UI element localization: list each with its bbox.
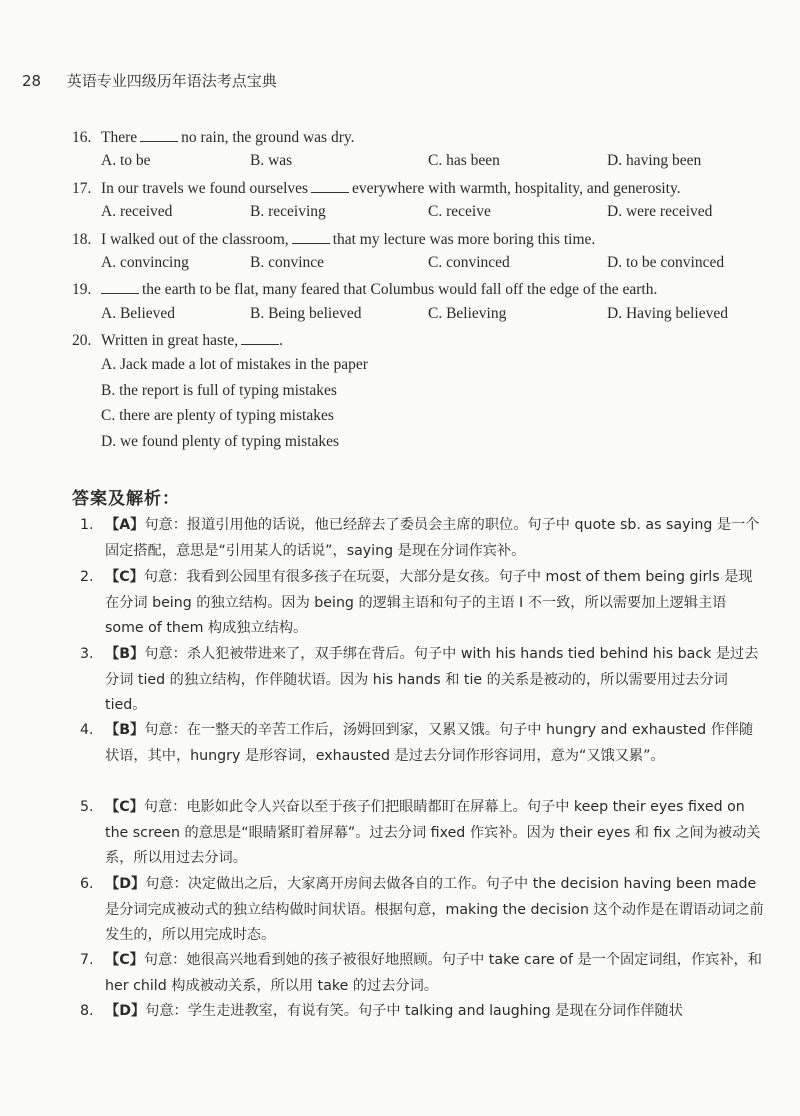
answer-item bbox=[80, 513, 765, 564]
option: D. Having believed bbox=[607, 305, 728, 322]
option: A. convincing bbox=[101, 254, 189, 271]
question bbox=[72, 178, 681, 198]
question-number: 20. bbox=[72, 332, 92, 349]
answer-blank bbox=[311, 178, 349, 193]
answer-item bbox=[80, 872, 765, 949]
answer-item bbox=[80, 642, 765, 719]
answer-blank bbox=[292, 229, 330, 244]
answer-key: 【C】 bbox=[105, 952, 144, 968]
question bbox=[72, 330, 283, 350]
option: A. to be bbox=[101, 152, 151, 169]
page-number: 28 bbox=[22, 72, 42, 90]
question-number: 16. bbox=[72, 129, 92, 146]
option: A. Jack made a lot of mistakes in the paper bbox=[101, 356, 368, 373]
answer-number: 1. bbox=[80, 517, 94, 533]
question-text-pre: There bbox=[101, 129, 138, 146]
answer-blank bbox=[140, 127, 178, 142]
question bbox=[72, 229, 595, 249]
answer-item bbox=[80, 948, 765, 999]
answer-item bbox=[80, 718, 765, 769]
answer-explanation: 句意：杀人犯被带进来了，双手绑在背后。句子中 with his hands tied behind his back 是过去分词 tied 的独立结构，作伴随状语。因为 his hands 和 tie 的关系是被动的，所以需要用过去分词 tied。 bbox=[105, 646, 759, 713]
answer-number: 4. bbox=[80, 722, 94, 738]
option: B. Being believed bbox=[250, 305, 362, 322]
answer-number: 6. bbox=[80, 876, 94, 892]
answer-blank bbox=[101, 279, 139, 294]
answer-blank bbox=[241, 330, 279, 345]
answer-explanation: 句意：在一整天的辛苦工作后，汤姆回到家，又累又饿。句子中 hungry and exhausted 作伴随状语，其中，hungry 是形容词，exhausted 是过去分词作形容词用，意为“又饿又累”。 bbox=[105, 722, 754, 764]
answer-key: 【C】 bbox=[105, 799, 144, 815]
question-number: 19. bbox=[72, 281, 92, 298]
option: C. there are plenty of typing mistakes bbox=[101, 407, 334, 424]
answer-key: 【C】 bbox=[105, 569, 144, 585]
answer-explanation: 句意：报道引用他的话说，他已经辞去了委员会主席的职位。句子中 quote sb. as saying 是一个固定搭配，意思是“引用某人的话说”，saying 是现在分词作宾补。 bbox=[105, 517, 760, 559]
option: D. to be convinced bbox=[607, 254, 725, 271]
answer-number: 2. bbox=[80, 569, 94, 585]
answer-key: 【B】 bbox=[105, 722, 145, 738]
answer-number: 5. bbox=[80, 799, 94, 815]
question-text-post: the earth to be flat, many feared that Columbus would fall off the edge of the earth. bbox=[142, 281, 658, 298]
question-text-post: . bbox=[279, 332, 283, 349]
answer-key: 【D】 bbox=[105, 876, 146, 892]
option: B. receiving bbox=[250, 203, 326, 220]
option: C. convinced bbox=[428, 254, 510, 271]
option: A. received bbox=[101, 203, 173, 220]
option: C. Believing bbox=[428, 305, 507, 322]
question bbox=[72, 279, 657, 299]
answer-explanation: 句意：她很高兴地看到她的孩子被很好地照顾。句子中 take care of 是一个固定词组，作宾补，和 her child 构成被动关系，所以用 take 的过去分词。 bbox=[105, 952, 762, 994]
answer-key: 【B】 bbox=[105, 646, 145, 662]
answer-number: 3. bbox=[80, 646, 94, 662]
question-text-post: that my lecture was more boring this time. bbox=[332, 231, 596, 248]
answer-number: 8. bbox=[80, 1003, 94, 1019]
option: C. receive bbox=[428, 203, 491, 220]
option: B. convince bbox=[250, 254, 325, 271]
answer-explanation: 句意：学生走进教室，有说有笑。句子中 talking and laughing 是现在分词作伴随状 bbox=[145, 1003, 683, 1019]
option: A. Believed bbox=[101, 305, 176, 322]
answer-item bbox=[80, 565, 765, 642]
answer-number: 7. bbox=[80, 952, 94, 968]
answer-item bbox=[80, 795, 765, 872]
question-number: 17. bbox=[72, 180, 92, 197]
question-number: 18. bbox=[72, 231, 92, 248]
option: D. were received bbox=[607, 203, 713, 220]
option: C. has been bbox=[428, 152, 500, 169]
book-title: 英语专业四级历年语法考点宝典 bbox=[66, 72, 277, 90]
answer-key: 【A】 bbox=[105, 517, 145, 533]
page-header bbox=[22, 70, 277, 91]
question-text-pre: I walked out of the classroom, bbox=[101, 231, 289, 248]
option: B. was bbox=[250, 152, 293, 169]
question-text-pre: Written in great haste, bbox=[101, 332, 239, 349]
option: D. we found plenty of typing mistakes bbox=[101, 433, 340, 450]
answer-item bbox=[80, 999, 765, 1025]
answer-explanation: 句意：决定做出之后，大家离开房间去做各自的工作。句子中 the decision having been made 是分词完成被动式的独立结构做时间状语。根据句意，making the decision 这个动作是在谓语动词之前发生的，所以用完成时态。 bbox=[105, 876, 764, 943]
question-text-pre: In our travels we found ourselves bbox=[101, 180, 309, 197]
answers-heading: 答案及解析： bbox=[72, 489, 180, 509]
option: D. having been bbox=[607, 152, 702, 169]
question bbox=[72, 127, 354, 147]
answer-key: 【D】 bbox=[105, 1003, 146, 1019]
option: B. the report is full of typing mistakes bbox=[101, 382, 337, 399]
answer-explanation: 句意：我看到公园里有很多孩子在玩耍，大部分是女孩。句子中 most of them being girls 是现在分词 being 的独立结构。因为 being 的逻辑主语和句子的主语 I 不一致，所以需要加上逻辑主语 some of them 构成独立结构。 bbox=[105, 569, 753, 636]
question-text-post: no rain, the ground was dry. bbox=[181, 129, 355, 146]
question-text-post: everywhere with warmth, hospitality, and generosity. bbox=[352, 180, 681, 197]
answer-explanation: 句意：电影如此令人兴奋以至于孩子们把眼睛都盯在屏幕上。句子中 keep their eyes fixed on the screen 的意思是“眼睛紧盯着屏幕”。过去分词 fixed 作宾补。因为 their eyes 和 fix 之间为被动关系，所以用过去分词。 bbox=[105, 799, 761, 866]
